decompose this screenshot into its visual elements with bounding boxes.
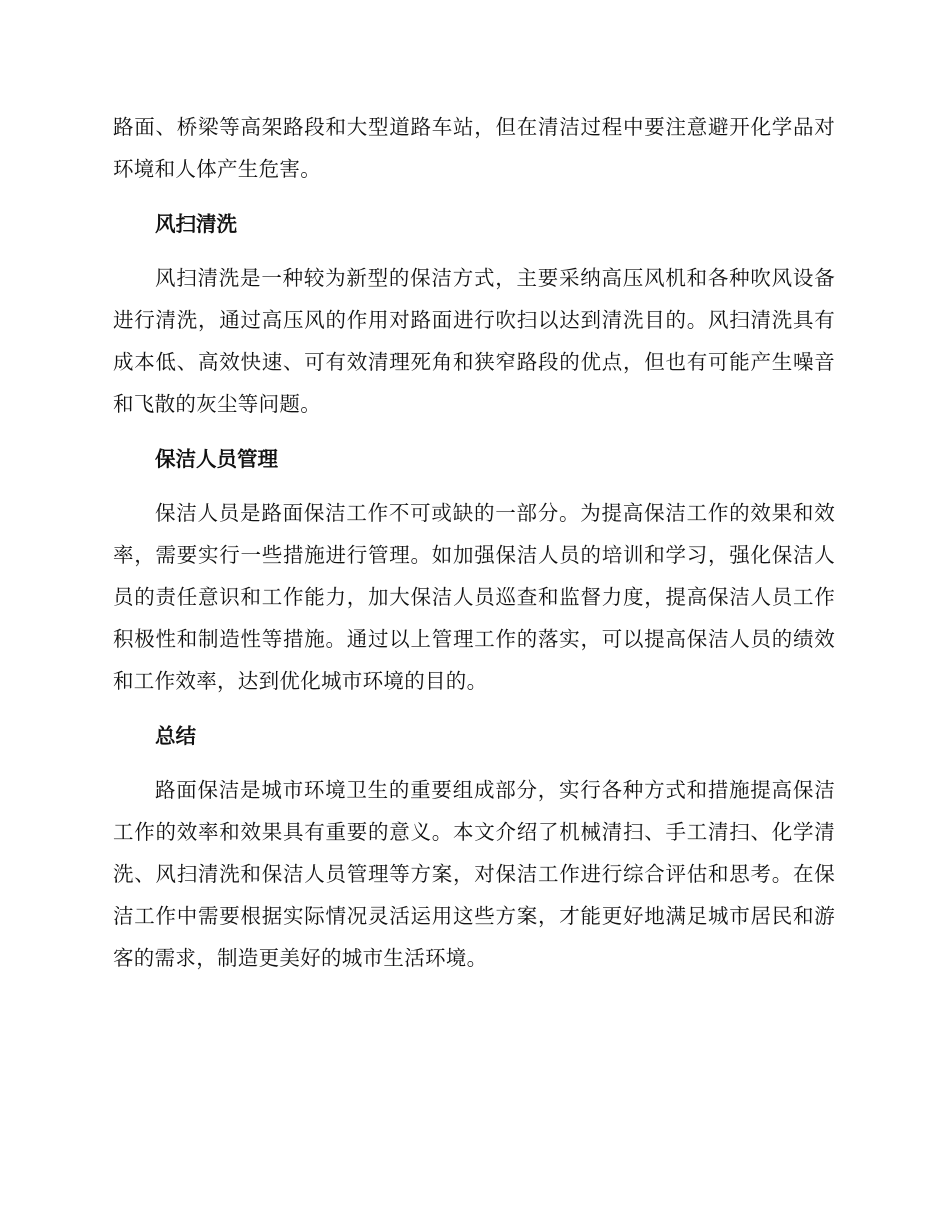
continuation-paragraph: 路面、桥梁等高架路段和大型道路车站，但在清洁过程中要注意避开化学品对环境和人体产生危害。 xyxy=(113,115,835,181)
document-content xyxy=(113,106,835,979)
section-heading-wind-cleaning: 风扫清洗 xyxy=(155,212,237,236)
section-body-summary: 路面保洁是城市环境卫生的重要组成部分，实行各种方式和措施提高保洁工作的效率和效果具有重要的意义。本文介绍了机械清扫、手工清扫、化学清洗、风扫清洗和保洁人员管理等方案，对保洁工作进行综合评估和思考。在保洁工作中需要根据实际情况灵活运用这些方案，才能更好地满足城市居民和游客的需求，制造更美好的城市生活环境。 xyxy=(113,778,835,970)
section-body-wind-cleaning: 风扫清洗是一种较为新型的保洁方式，主要采纳高压风机和各种吹风设备进行清洗，通过高压风的作用对路面进行吹扫以达到清洗目的。风扫清洗具有成本低、高效快速、可有效清理死角和狭窄路段的优点，但也有可能产生噪音和飞散的灰尘等问题。 xyxy=(113,266,835,416)
section-heading-summary: 总结 xyxy=(155,724,196,748)
section-body-staff-management: 保洁人员是路面保洁工作不可或缺的一部分。为提高保洁工作的效果和效率，需要实行一些措施进行管理。如加强保洁人员的培训和学习，强化保洁人员的责任意识和工作能力，加大保洁人员巡查和监督力度，提高保洁人员工作积极性和制造性等措施。通过以上管理工作的落实，可以提高保洁人员的绩效和工作效率，达到优化城市环境的目的。 xyxy=(113,501,835,693)
section-heading-staff-management: 保洁人员管理 xyxy=(155,447,278,471)
